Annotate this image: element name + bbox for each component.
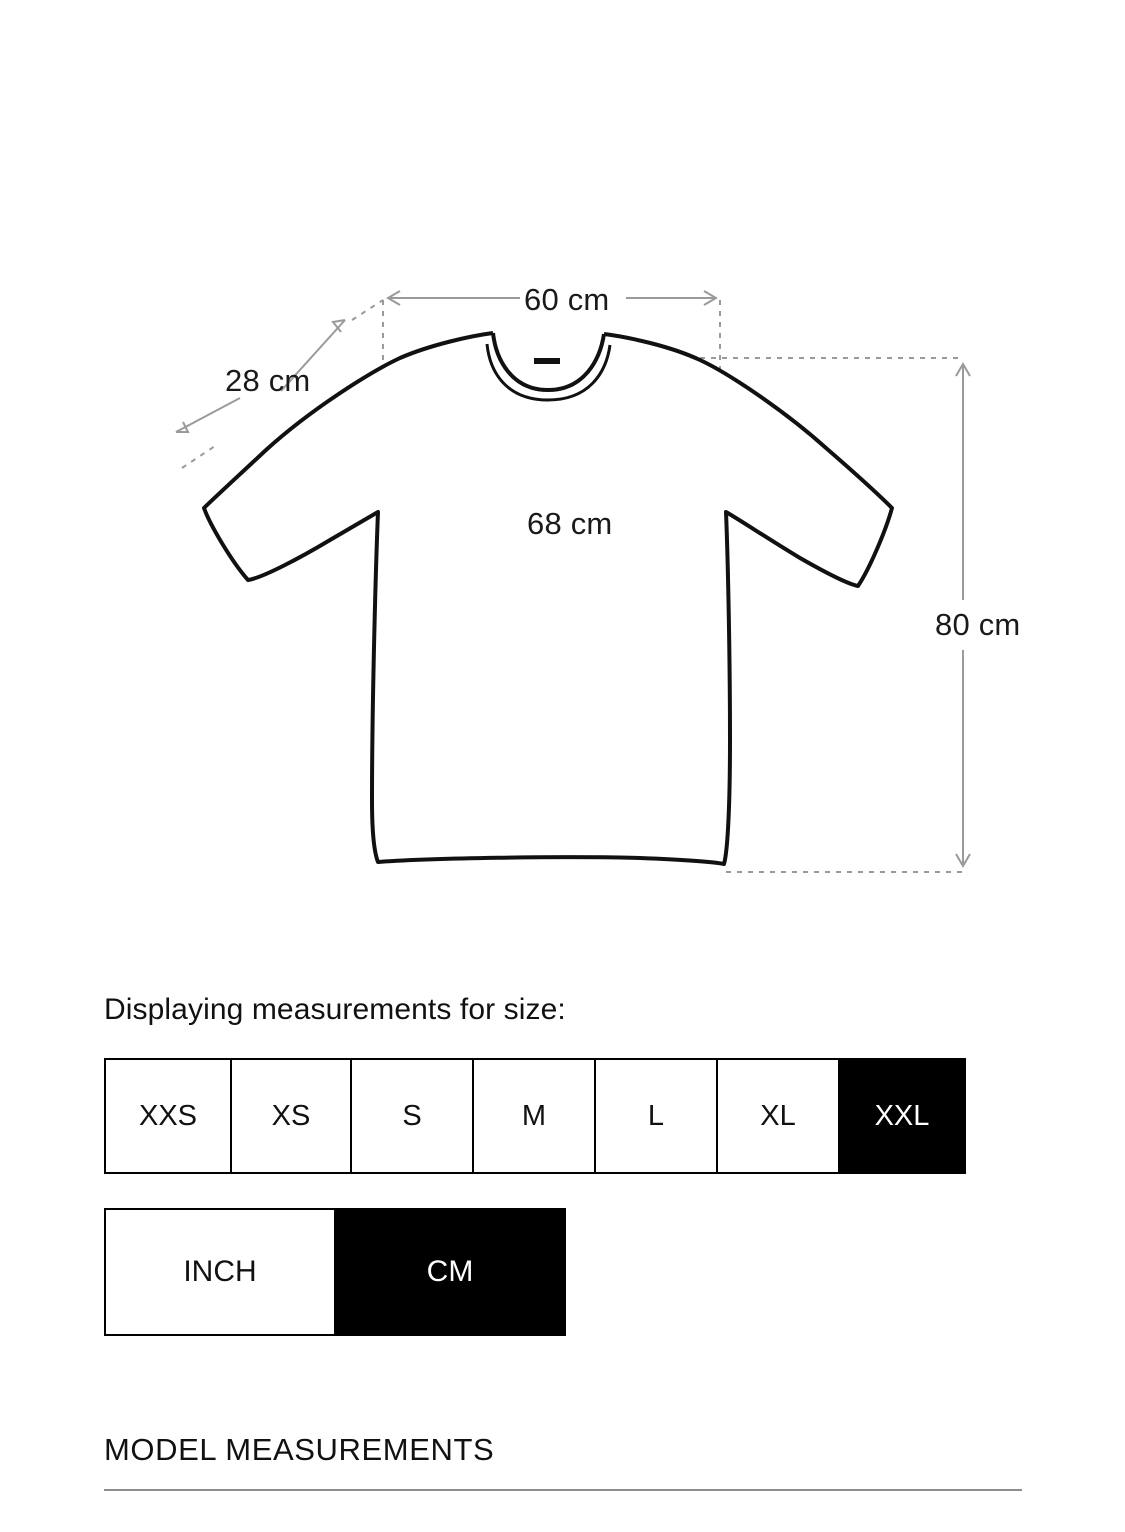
model-measurements-divider [104, 1489, 1022, 1491]
unit-option-inch[interactable]: INCH [104, 1208, 336, 1336]
size-option-xxs[interactable]: XXS [104, 1058, 232, 1174]
size-option-xs[interactable]: XS [230, 1058, 352, 1174]
dimension-label-sleeve: 28 cm [225, 363, 311, 398]
displaying-measurements-label: Displaying measurements for size: [104, 993, 566, 1026]
unit-option-cm[interactable]: CM [334, 1208, 566, 1336]
size-option-s[interactable]: S [350, 1058, 474, 1174]
dimension-label-chest: 68 cm [527, 506, 613, 541]
dimension-label-width-top: 60 cm [524, 282, 610, 317]
size-selector[interactable] [104, 1058, 966, 1174]
size-option-l[interactable]: L [594, 1058, 718, 1174]
model-measurements-heading: MODEL MEASUREMENTS [104, 1432, 495, 1467]
size-option-m[interactable]: M [472, 1058, 596, 1174]
dimension-label-length: 80 cm [935, 607, 1021, 642]
size-option-xl[interactable]: XL [716, 1058, 840, 1174]
size-option-xxl[interactable]: XXL [838, 1058, 966, 1174]
unit-selector[interactable] [104, 1208, 566, 1336]
